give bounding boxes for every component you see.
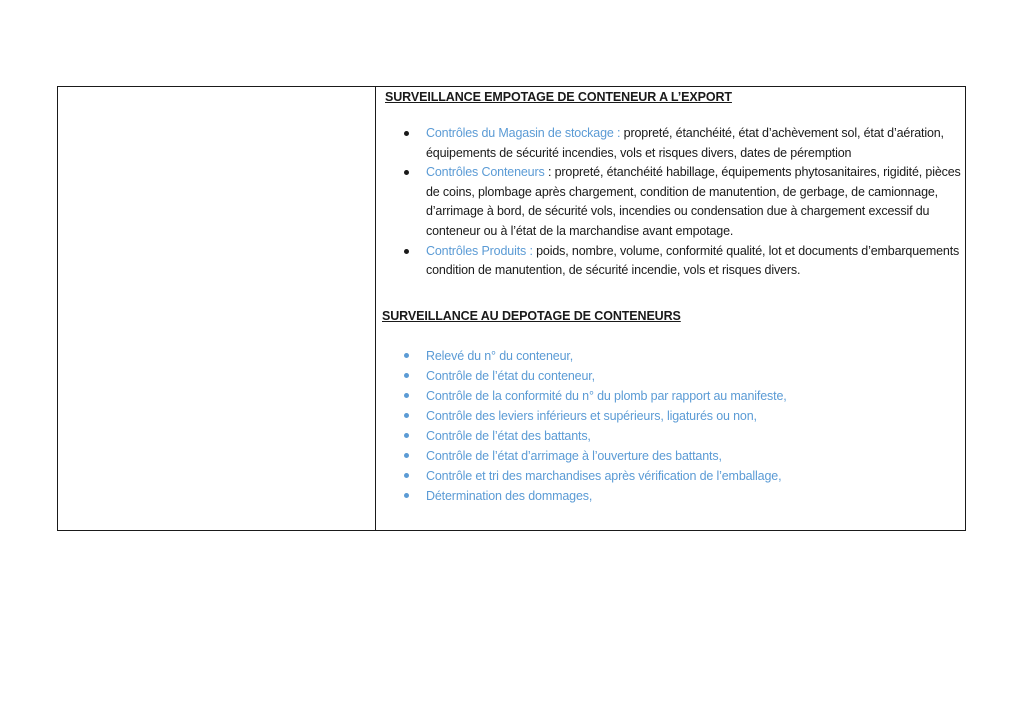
bullet-icon [404,353,409,358]
bullet-icon [404,493,409,498]
item-text: Contrôle et tri des marchandises après vérification de l’emballage, [426,469,782,483]
item-lead: Contrôles Conteneurs [426,165,545,180]
list-item [376,486,961,506]
list-item [376,386,961,406]
export-section-heading: SURVEILLANCE EMPOTAGE DE CONTENEUR A L’EXPORT [385,90,732,104]
bullet-icon [404,131,409,136]
table-right-cell [376,87,965,530]
list-item [376,406,961,426]
item-text: Détermination des dommages, [426,489,593,503]
export-controls-list [376,124,961,281]
item-text: Relevé du n° du conteneur, [426,349,574,363]
item-text: : propreté, étanchéité habillage, équipements phytosanitaires, rigidité, pièces de coins, plombage après chargement, condition de manutention, de gerbage, de camionnage, d’arrimage à bord, de sécurité vols, incendies ou condensation due à chargement excessif du conteneur ou à l’état de la marchandise avant empotage. [426,165,961,238]
depotage-controls-list [376,346,961,506]
item-text: Contrôle des leviers inférieurs et supérieurs, ligaturés ou non, [426,409,757,423]
bullet-icon [404,170,409,175]
list-item [376,466,961,486]
item-text: Contrôle de l’état d’arrimage à l’ouverture des battants, [426,449,722,463]
list-item-conteneurs [376,163,961,241]
bullet-icon [404,393,409,398]
bullet-icon [404,433,409,438]
bullet-icon [404,473,409,478]
list-item [376,426,961,446]
list-item [376,366,961,386]
item-text: propreté, étanchéité, état d’achèvement sol, état d’aération, équipements de sécurité incendies, vols et risques divers, dates de péremption [426,126,944,160]
item-text: Contrôle de l’état des battants, [426,429,591,443]
item-text: Contrôle de l’état du conteneur, [426,369,595,383]
bullet-icon [404,249,409,254]
document-table [57,86,966,531]
list-item-magasin [376,124,961,163]
table-left-cell [58,87,376,530]
item-text: Contrôle de la conformité du n° du plomb par rapport au manifeste, [426,389,787,403]
bullet-icon [404,373,409,378]
list-item-produits [376,242,961,281]
item-lead: Contrôles du Magasin de stockage : [426,126,621,140]
item-text: poids, nombre, volume, conformité qualité, lot et documents d’embarquements condition de manutention, de sécurité incendie, vols et risques divers. [426,243,960,278]
bullet-icon [404,413,409,418]
item-lead: Contrôles Produits : [426,243,533,258]
depotage-section-heading: SURVEILLANCE AU DEPOTAGE DE CONTENEURS [382,309,681,323]
list-item [376,446,961,466]
list-item [376,346,961,366]
bullet-icon [404,453,409,458]
